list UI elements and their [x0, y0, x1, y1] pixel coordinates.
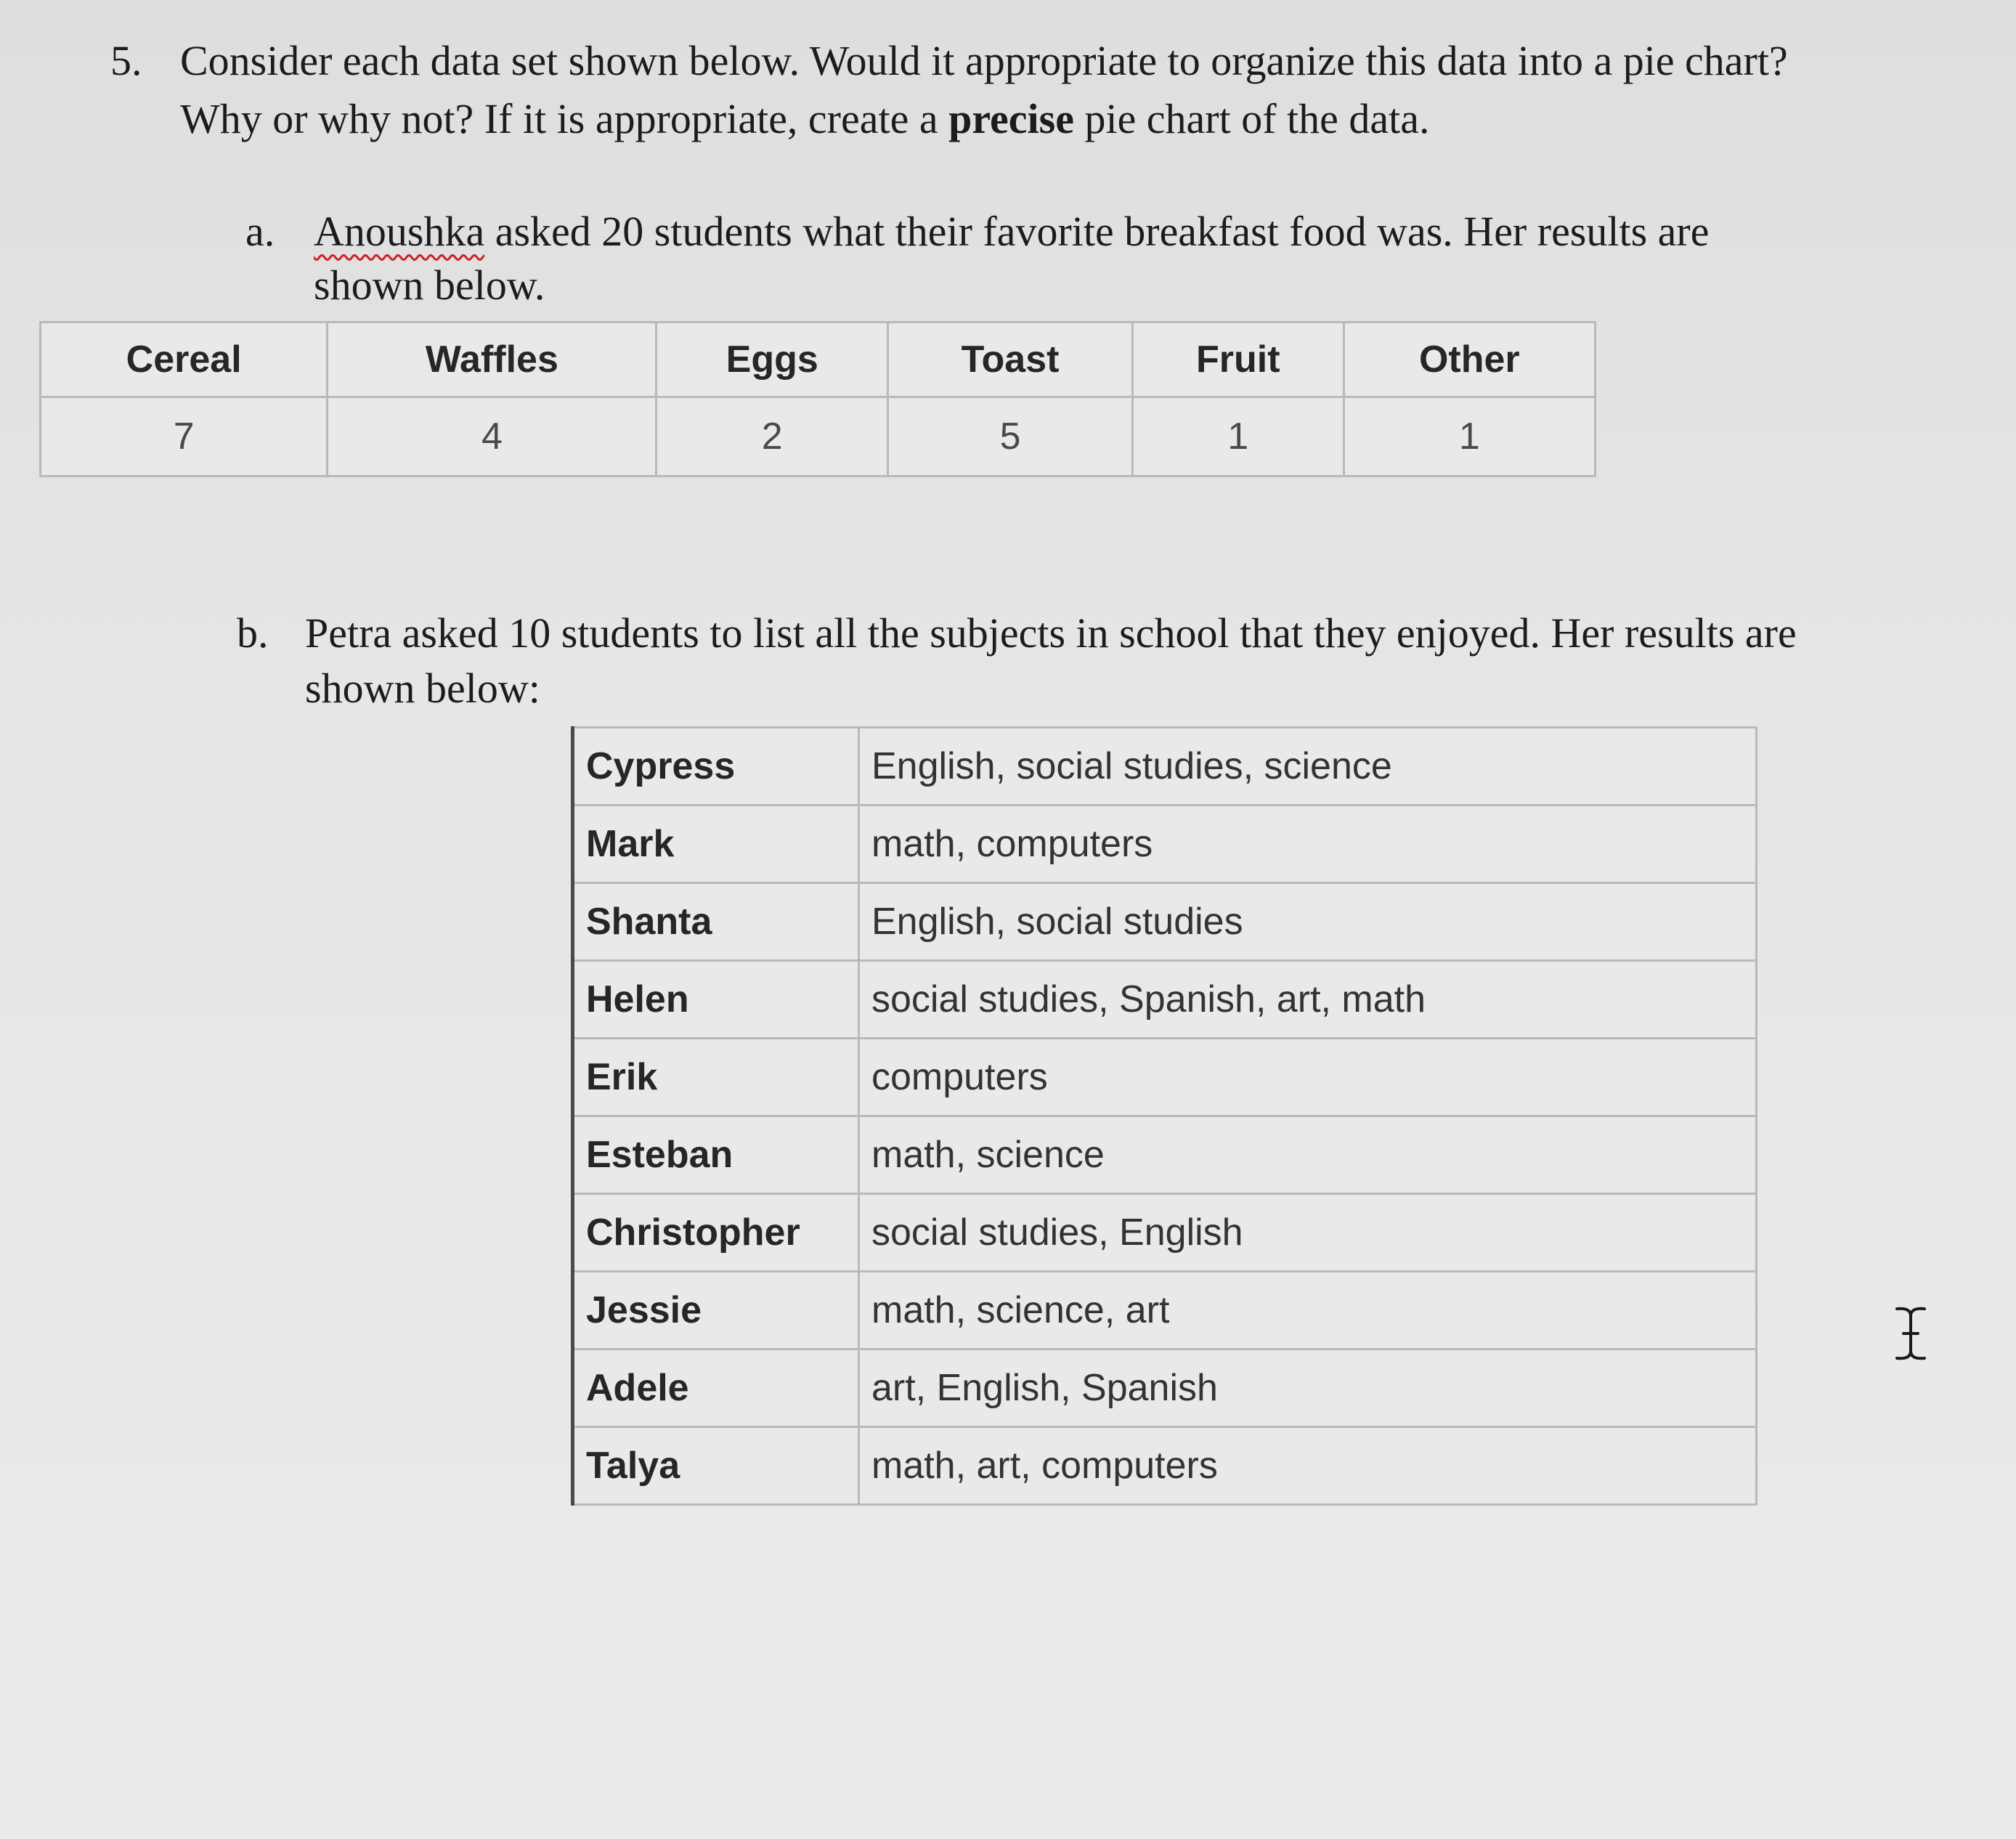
question-bold-word: precise [948, 95, 1074, 142]
table-row [573, 1194, 1757, 1272]
breakfast-value-cell: 1 [1344, 397, 1595, 476]
breakfast-value-row [41, 397, 1596, 476]
student-subjects: math, art, computers [859, 1427, 1757, 1505]
student-name: Adele [573, 1349, 859, 1427]
breakfast-value-cell: 2 [657, 397, 888, 476]
table-row [573, 1349, 1757, 1427]
student-name: Helen [573, 961, 859, 1039]
question-text-end: pie chart of the data. [1073, 95, 1430, 142]
table-row [573, 728, 1757, 805]
student-subjects: art, English, Spanish [859, 1349, 1757, 1427]
breakfast-header-cell: Other [1344, 322, 1595, 397]
student-subjects: math, science [859, 1116, 1757, 1194]
table-row [573, 1039, 1757, 1116]
breakfast-header-cell: Eggs [657, 322, 888, 397]
breakfast-header-cell: Cereal [41, 322, 328, 397]
part-a-label: a. [245, 208, 275, 255]
student-name: Jessie [573, 1272, 859, 1349]
student-name: Christopher [573, 1194, 859, 1272]
breakfast-header-row [41, 322, 1596, 397]
breakfast-value-cell: 4 [328, 397, 657, 476]
student-name: Erik [573, 1039, 859, 1116]
breakfast-table [39, 321, 1596, 477]
student-subjects: English, social studies, science [859, 728, 1757, 805]
subjects-table [571, 726, 1757, 1506]
part-b-text: Petra asked 10 students to list all the subjects in school that they enjoyed. Her results are shown below: [305, 609, 1797, 712]
breakfast-value-cell: 7 [41, 397, 328, 476]
breakfast-value-cell: 5 [888, 397, 1133, 476]
breakfast-header-cell: Waffles [328, 322, 657, 397]
student-subjects: math, science, art [859, 1272, 1757, 1349]
student-name: Cypress [573, 728, 859, 805]
student-subjects: social studies, English [859, 1194, 1757, 1272]
student-name: Esteban [573, 1116, 859, 1194]
student-subjects: English, social studies [859, 883, 1757, 961]
table-row [573, 883, 1757, 961]
table-row [573, 1272, 1757, 1349]
table-row [573, 961, 1757, 1039]
part-a-description: asked 20 students what their favorite breakfast food was. Her results are shown below. [314, 208, 1710, 309]
table-row [573, 1116, 1757, 1194]
breakfast-header-cell: Fruit [1133, 322, 1344, 397]
table-row [573, 1427, 1757, 1505]
student-name: Shanta [573, 883, 859, 961]
question-text-start: Consider each data set shown below. Would it appropriate to organize this data into a pie chart? Why or why not? If it is appropriate, create a [180, 37, 1788, 142]
table-row [573, 805, 1757, 883]
text-cursor-icon [1893, 1304, 1929, 1363]
part-a-name-misspelled[interactable]: Anoushka [314, 208, 485, 255]
question-number: 5. [110, 37, 142, 84]
student-subjects: computers [859, 1039, 1757, 1116]
breakfast-header-cell: Toast [888, 322, 1133, 397]
breakfast-value-cell: 1 [1133, 397, 1344, 476]
part-a-text [314, 205, 1810, 312]
student-subjects: math, computers [859, 805, 1757, 883]
question-text [180, 32, 1850, 148]
student-name: Talya [573, 1427, 859, 1505]
student-subjects: social studies, Spanish, art, math [859, 961, 1757, 1039]
part-b-label: b. [237, 609, 269, 657]
student-name: Mark [573, 805, 859, 883]
